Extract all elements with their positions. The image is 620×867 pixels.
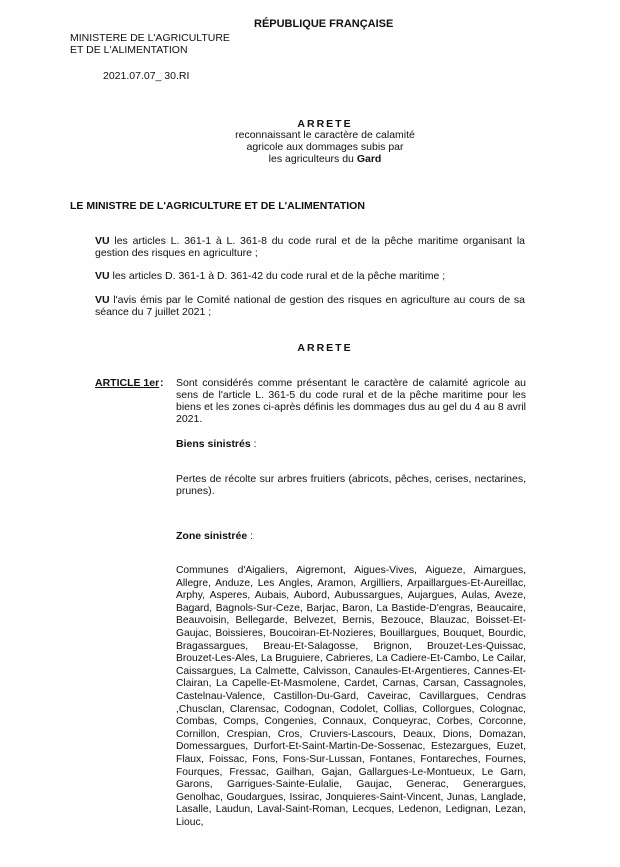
document-reference: 2021.07.07_ 30.RI bbox=[103, 70, 190, 82]
biens-heading-colon: : bbox=[250, 438, 257, 450]
subtitle-line-3 bbox=[200, 153, 450, 165]
visa-3-text: l'avis émis par le Comité national de gestion des risques en agriculture au cours de sa séance du 7 juillet 2021 ; bbox=[95, 294, 525, 318]
article-text: Sont considérés comme présentant le caractère de calamité agricole au sens de l'article L. 361-5 du code rural et de la pêche maritime pour les biens et les zones ci-après définis les dommages dus au gel du 4 au 8 avril 2021. bbox=[176, 377, 526, 425]
republique-heading: RÉPUBLIQUE FRANÇAISE bbox=[254, 18, 394, 30]
visa-1 bbox=[95, 235, 525, 259]
article-colon: : bbox=[160, 377, 164, 389]
subtitle-line-2: agricole aux dommages subis par bbox=[246, 141, 404, 153]
arrete-heading: ARRETE bbox=[297, 342, 353, 354]
minister-heading: LE MINISTRE DE L'AGRICULTURE ET DE L'ALIMENTATION bbox=[70, 200, 365, 212]
biens-text: Pertes de récolte sur arbres fruitiers (abricots, pêches, cerises, nectarines, prunes). bbox=[176, 473, 526, 497]
biens-heading-label: Biens sinistrés bbox=[176, 438, 251, 450]
subtitle-line-3-prefix: les agriculteurs du bbox=[268, 153, 357, 165]
zone-heading bbox=[176, 530, 253, 542]
visa-1-vu: VU bbox=[95, 235, 110, 247]
arrete-title: ARRETE bbox=[297, 118, 353, 130]
visa-2-text: les articles D. 361-1 à D. 361-42 du code rural et de la pêche maritime ; bbox=[109, 270, 446, 282]
communes-list: Communes d'Aigaliers, Aigremont, Aigues-Vives, Aigueze, Aimargues, Allegre, Anduze, Les Angles, Aramon, Argilliers, Arpaillargues-Et-Aureillac, Arphy, Asperes, Aubais, Aubord, Aubussargues, Aujargues, Aulas, Aveze, Bagard, Bagnols-Sur-Ceze, Barjac, Baron, La Bastide-D'engras, Beaucaire, Beauvoisin, Bellegarde, Belvezet, Bernis, Bezouce, Blauzac, Boisset-Et-Gaujac, Boissieres, Boucoiran-Et-Nozieres, Bouillargues, Bouquet, Bourdic, Bragassargues, Breau-Et-Salagosse, Brignon, Brouzet-Les-Quissac, Brouzet-Les-Ales, La Bruguiere, Cabrieres, La Cadiere-Et-Cambo, Le Cailar, Caissargues, La Calmette, Calvisson, Canaules-Et-Argentieres, Cannes-Et-Clairan, La Capelle-Et-Masmolene, Cardet, Carnas, Carsan, Cassagnoles, Castelnau-Valence, Castillon-Du-Gard, Caveirac, Cavillargues, Cendras ,Chusclan, Clarensac, Codognan, Codolet, Collias, Collorgues, Colognac, Combas, Comps, Congenies, Connaux, Conqueyrac, Corbes, Corconne, Cornillon, Crespian, Cros, Cruviers-Lascours, Deaux, Dions, Domazan, Domessargues, Durfort-Et-Saint-Martin-De-Sossenac, Estezargues, Euzet, Flaux, Foissac, Fons, Fons-Sur-Lussan, Fontanes, Fontareches, Fournes, Fourques, Fressac, Gailhan, Gajan, Gallargues-Le-Montueux, Le Garn, Garons, Garrigues-Sainte-Eulalie, Gaujac, Generac, Generargues, Genolhac, Goudargues, Issirac, Jonquieres-Saint-Vincent, Junas, Langlade, Lasalle, Laudun, Laval-Saint-Roman, Lecques, Ledenon, Ledignan, Lezan, Liouc, bbox=[176, 565, 526, 828]
arrete-subtitle bbox=[200, 129, 450, 165]
subtitle-line-1: reconnaissant le caractère de calamité bbox=[235, 129, 415, 141]
zone-heading-colon: : bbox=[247, 530, 254, 542]
visa-2-vu: VU bbox=[95, 270, 110, 282]
visa-3-vu: VU bbox=[95, 294, 110, 306]
visa-2 bbox=[95, 270, 525, 282]
biens-heading bbox=[176, 438, 257, 450]
zone-heading-label: Zone sinistrée bbox=[176, 530, 248, 542]
ministry-line-2: ET DE L'ALIMENTATION bbox=[70, 44, 188, 56]
ministry-line-1: MINISTERE DE L'AGRICULTURE bbox=[70, 32, 230, 44]
ministry-block bbox=[70, 32, 230, 56]
article-label: ARTICLE 1er bbox=[95, 377, 160, 389]
department-name: Gard bbox=[356, 153, 382, 165]
visa-1-text: les articles L. 361-1 à L. 361-8 du code rural et de la pêche maritime organisant la gestion des risques en agriculture ; bbox=[95, 235, 525, 259]
visa-3 bbox=[95, 294, 525, 318]
